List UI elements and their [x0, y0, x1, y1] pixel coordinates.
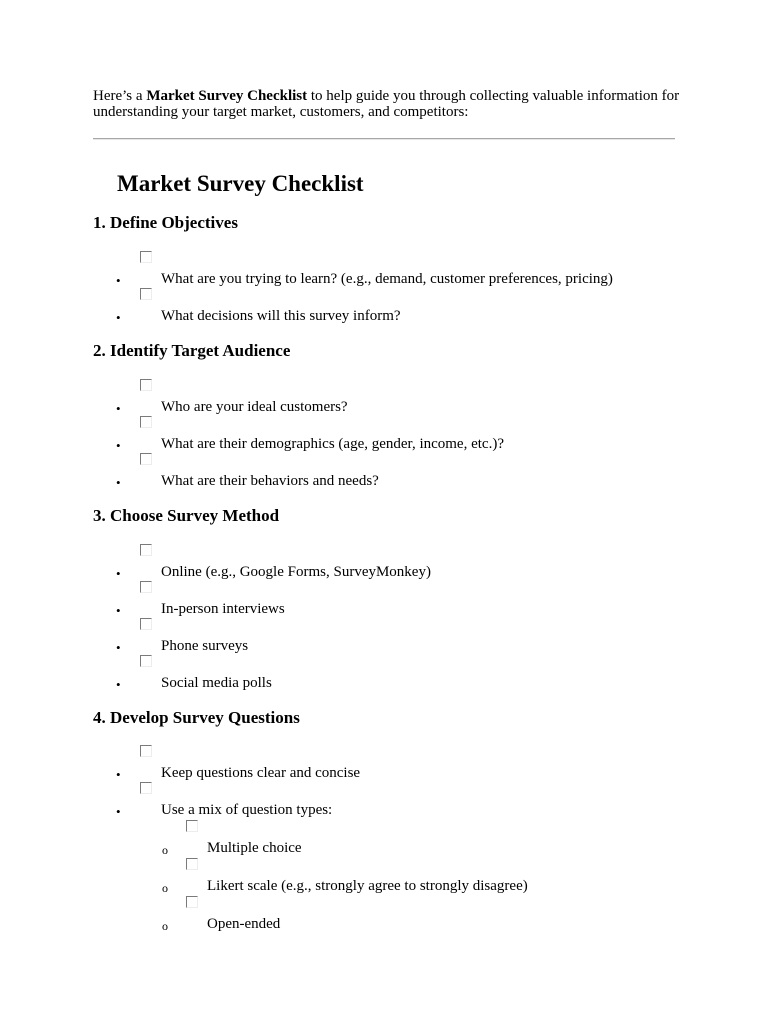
section-heading-objectives: 1. Define Objectives — [93, 213, 238, 232]
bullet-icon: • — [116, 603, 121, 618]
list-item-label: What are you trying to learn? (e.g., demand, customer preferences, pricing) — [161, 271, 613, 287]
list-item-label: What decisions will this survey inform? — [161, 308, 401, 324]
checkbox[interactable] — [140, 379, 152, 391]
bullet-icon: • — [116, 310, 121, 325]
bullet-icon: • — [116, 566, 121, 581]
bullet-icon: • — [116, 438, 121, 453]
intro-paragraph — [93, 88, 683, 120]
bullet-icon: • — [116, 401, 121, 416]
list-item — [0, 745, 768, 782]
list-item-label: Keep questions clear and concise — [161, 765, 361, 781]
list-item-label: In-person interviews — [161, 601, 285, 617]
sub-list-item-label: Likert scale (e.g., strongly agree to strongly disagree) — [207, 878, 528, 894]
checkbox[interactable] — [140, 251, 152, 263]
section-heading-questions: 4. Develop Survey Questions — [93, 708, 300, 727]
intro-suffix: to help guide you through collecting valuable information for understanding your target market, customers, and competitors: — [93, 88, 680, 120]
checkbox[interactable] — [140, 745, 152, 757]
sub-bullet-icon: o — [162, 843, 168, 857]
sub-list-item — [0, 820, 768, 857]
list-item-label: Phone surveys — [161, 638, 249, 654]
checkbox[interactable] — [186, 820, 198, 832]
sub-bullet-icon: o — [162, 881, 168, 895]
intro-bold: Market Survey Checklist — [146, 88, 308, 104]
checkbox[interactable] — [140, 618, 152, 630]
list-item — [0, 251, 768, 288]
bullet-icon: • — [116, 273, 121, 288]
list-item — [0, 379, 768, 416]
checkbox[interactable] — [140, 581, 152, 593]
sub-list-item-label: Multiple choice — [207, 840, 302, 856]
sub-list-item-label: Open-ended — [207, 916, 281, 932]
list-item-label: Online (e.g., Google Forms, SurveyMonkey) — [161, 564, 431, 580]
bullet-icon: • — [116, 677, 121, 692]
checkbox[interactable] — [140, 453, 152, 465]
list-item-label: Who are your ideal customers? — [161, 399, 348, 415]
checkbox[interactable] — [186, 858, 198, 870]
list-item — [0, 544, 768, 581]
intro-prefix: Here’s a — [93, 88, 147, 104]
section-heading-audience: 2. Identify Target Audience — [93, 341, 291, 360]
list-item-label: What are their demographics (age, gender, income, etc.)? — [161, 436, 504, 452]
checkbox[interactable] — [140, 416, 152, 428]
list-item-label: Use a mix of question types: — [161, 802, 333, 818]
bullet-icon: • — [116, 475, 121, 490]
list-item — [0, 416, 768, 453]
sub-bullet-icon: o — [162, 919, 168, 933]
checkbox[interactable] — [140, 782, 152, 794]
list-item-label: Social media polls — [161, 675, 272, 691]
checkbox[interactable] — [140, 288, 152, 300]
horizontal-rule — [93, 138, 675, 140]
list-item — [0, 288, 768, 325]
list-item — [0, 782, 768, 819]
checkbox[interactable] — [186, 896, 198, 908]
page-title: Market Survey Checklist — [117, 171, 364, 196]
section-heading-method: 3. Choose Survey Method — [93, 506, 280, 525]
list-item — [0, 581, 768, 618]
bullet-icon: • — [116, 804, 121, 819]
checkbox[interactable] — [140, 655, 152, 667]
bullet-icon: • — [116, 640, 121, 655]
checkbox[interactable] — [140, 544, 152, 556]
list-item — [0, 655, 768, 692]
list-item — [0, 618, 768, 655]
sub-list-item — [0, 896, 768, 933]
list-item-label: What are their behaviors and needs? — [161, 473, 379, 489]
sub-list-item — [0, 858, 768, 895]
bullet-icon: • — [116, 767, 121, 782]
list-item — [0, 453, 768, 490]
